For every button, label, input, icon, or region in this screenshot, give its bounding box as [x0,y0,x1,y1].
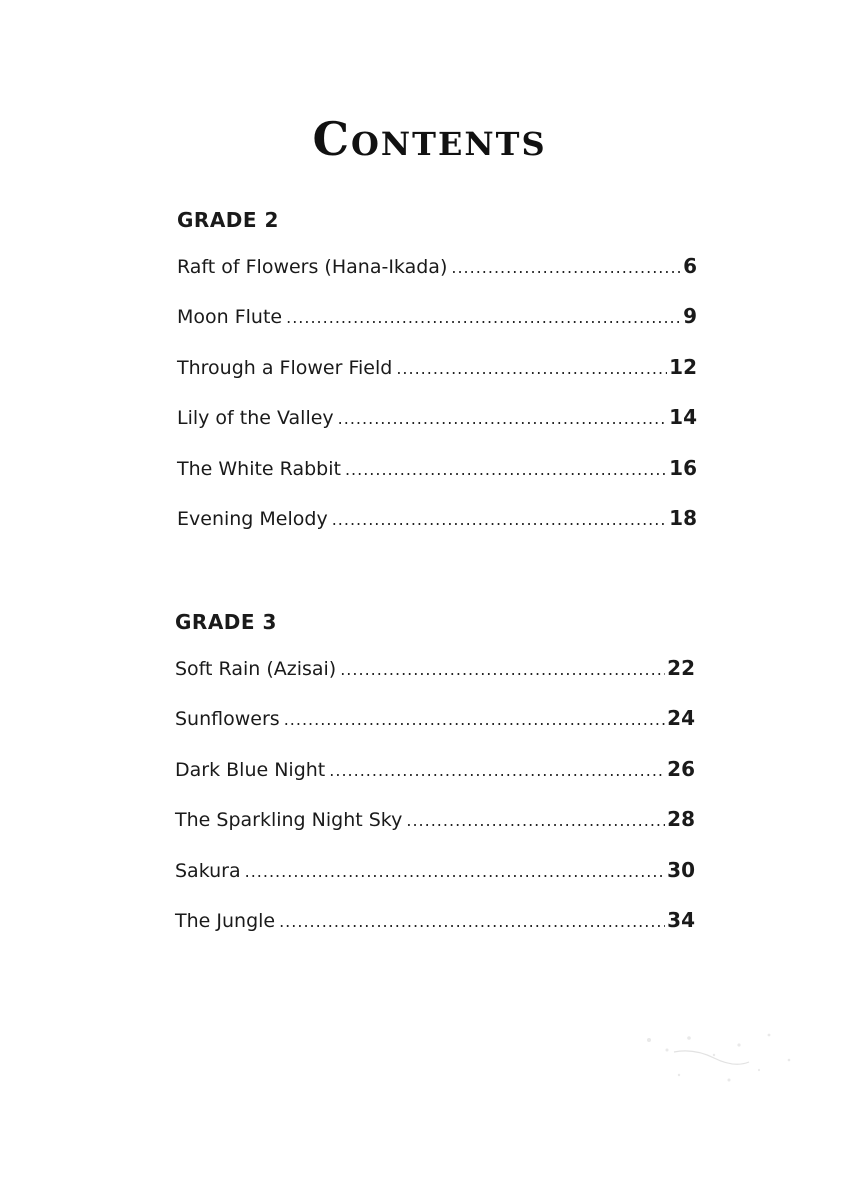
toc-entry-page: 30 [667,857,695,882]
section-heading: GRADE 2 [177,208,279,232]
toc-entry-title: Dark Blue Night [175,758,326,781]
toc-entry[interactable] [177,455,697,505]
page-title: Contents [312,112,547,166]
toc-entry-page: 26 [667,756,695,781]
toc-entry[interactable] [175,806,695,856]
toc-entry[interactable] [177,404,697,454]
toc-entry-title: Sunflowers [175,708,280,731]
toc-entry-page: 24 [667,706,695,731]
toc-list [177,253,697,555]
toc-entry[interactable] [175,756,695,806]
toc-entry-page: 34 [667,907,695,932]
toc-entry[interactable] [177,253,697,303]
dot-leader [332,506,667,533]
toc-entry-title: Moon Flute [177,306,283,329]
toc-list [175,655,695,957]
toc-entry-title: Raft of Flowers (Hana-Ikada) [177,256,448,278]
dot-leader [329,757,665,784]
toc-entry[interactable] [175,857,695,907]
toc-entry-page: 16 [669,455,697,480]
toc-entry-page: 9 [683,304,697,329]
toc-entry-title: Soft Rain (Azisai) [175,658,337,680]
toc-entry-page: 6 [683,254,697,278]
toc-entry-page: 28 [667,807,695,832]
toc-entry-page: 18 [669,505,697,530]
section-heading: GRADE 3 [175,610,277,634]
dot-leader [338,405,667,432]
dot-leader [245,858,666,885]
toc-entry[interactable] [177,354,697,404]
faint-scan-smudge [619,1010,819,1110]
toc-entry-page: 22 [667,656,695,680]
dot-leader [279,908,665,935]
toc-entry-title: Sakura [175,859,241,882]
dot-leader [451,254,681,281]
dot-leader [345,456,667,483]
dot-leader [396,355,667,382]
toc-entry-title: The Jungle [175,909,276,932]
dot-leader [406,807,665,834]
toc-entry-page: 12 [669,354,697,379]
section-grade-2 [177,207,697,555]
dot-leader [286,304,681,331]
toc-entry[interactable] [177,505,697,555]
toc-entry-title: Lily of the Valley [177,407,334,430]
toc-entry-title: The White Rabbit [177,457,341,480]
dot-leader [284,706,665,733]
toc-entry[interactable] [175,705,695,755]
toc-entry[interactable] [175,655,695,705]
toc-entry-title: The Sparkling Night Sky [175,809,403,832]
toc-entry-page: 14 [669,405,697,430]
toc-entry-title: Evening Melody [177,507,328,530]
dot-leader [340,656,665,683]
toc-entry[interactable] [175,907,695,957]
section-grade-3 [175,609,695,957]
toc-entry-title: Through a Flower Field [177,356,393,379]
toc-entry[interactable] [177,303,697,353]
